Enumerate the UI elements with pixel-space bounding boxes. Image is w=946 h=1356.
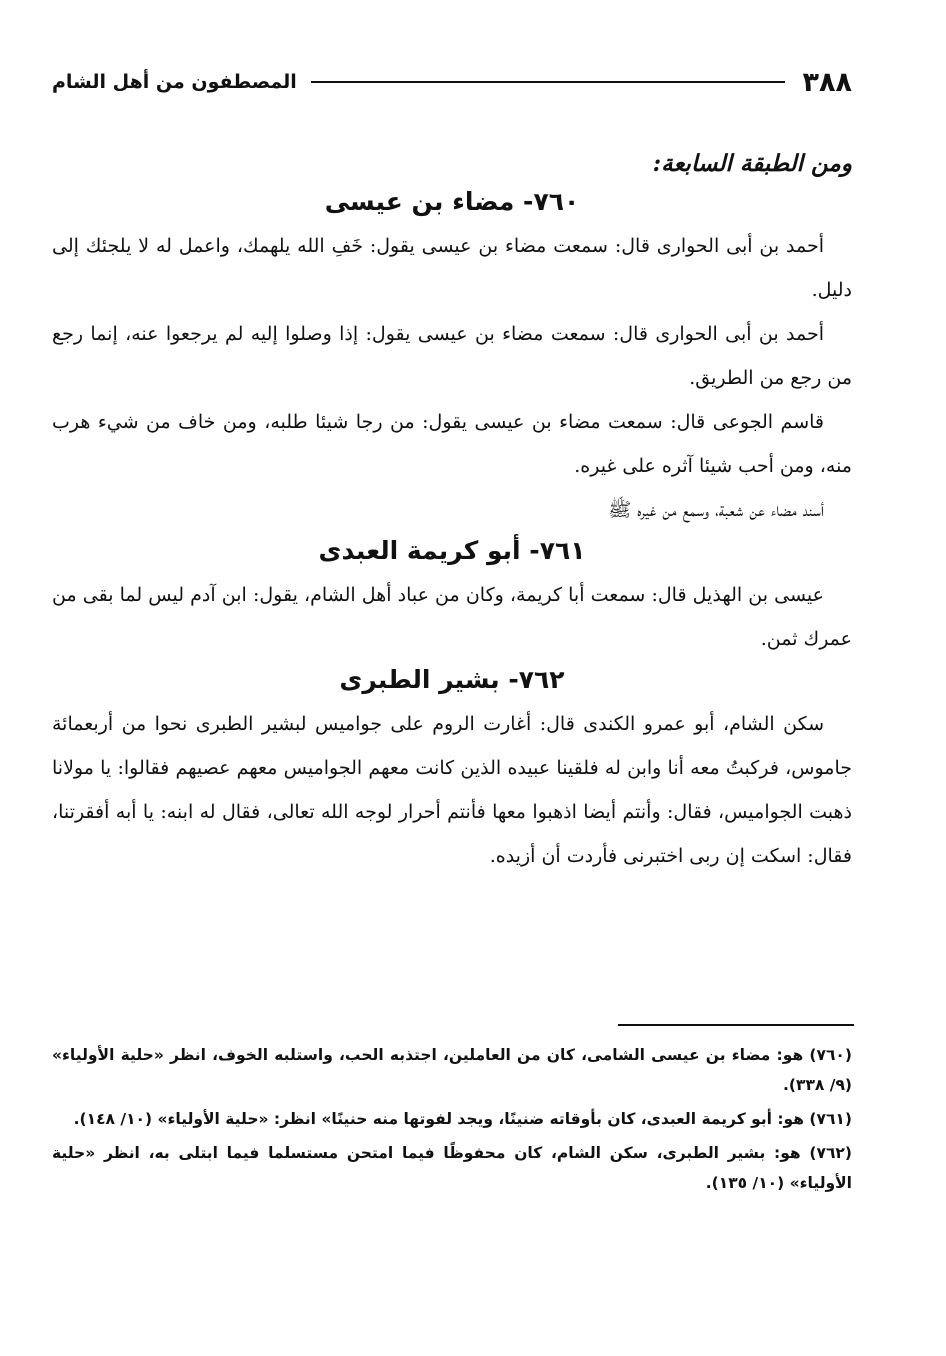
paragraph: أسند مضاء عن شعبة، وسمع من غيره ﷺ	[608, 499, 824, 521]
page-header	[52, 62, 852, 102]
footnote-separator	[618, 1024, 854, 1026]
header-rule	[311, 81, 785, 83]
main-text	[52, 150, 852, 878]
page-number: ٣٨٨	[802, 66, 852, 98]
running-title: المصطفون من أهل الشام	[52, 71, 297, 93]
section-intro: ومن الطبقة السابعة:	[652, 150, 852, 177]
entry-762	[52, 665, 852, 878]
paragraph: سكن الشام، أبو عمرو الكندى قال: أغارت الروم على جواميس لبشير الطبرى نحوا من أربعمائة جاموس، فركبتُ معه أنا وابن له فلقينا عبيده الذين كانت معهم الجواميس معهم عصيهم فقالوا: يا مولانا ذهبت الجواميس، فقال: وأنتم أيضا اذهبوا معها فأنتم أحرار لوجه الله تعالى، فقال له ابنه: يا أبه أفقرتنا، فقال: اسكت إن ربى اختبرنى فأردت أن أزيده.	[52, 713, 852, 867]
paragraph: قاسم الجوعى قال: سمعت مضاء بن عيسى يقول: من رجا شيئا طلبه، ومن خاف من شيء هرب منه، ومن أحب شيئا آثره على غيره.	[52, 411, 852, 477]
footnotes	[52, 1040, 852, 1202]
footnote: (٧٦٠) هو: مضاء بن عيسى الشامى، كان من العاملين، اجتذبه الحب، واستلبه الخوف، انظر «حلية الأولياء» (٩/ ٣٣٨).	[52, 1046, 852, 1094]
paragraph: أحمد بن أبى الحوارى قال: سمعت مضاء بن عيسى يقول: إذا وصلوا إليه لم يرجعوا عنه، إنما رجع من رجع من الطريق.	[52, 323, 852, 389]
paragraph: عيسى بن الهذيل قال: سمعت أبا كريمة، وكان من عباد أهل الشام، يقول: ابن آدم ليس لما بقى من عمرك ثمن.	[52, 584, 852, 650]
entry-heading: ٧٦٠- مضاء بن عيسى	[324, 187, 580, 216]
entry-761	[52, 536, 852, 661]
entry-heading: ٧٦١- أبو كريمة العبدى	[318, 536, 586, 565]
footnote: (٧٦٢) هو: بشير الطبرى، سكن الشام، كان محفوظًا فيما امتحن مستسلما فيما ابتلى به، انظر «حلية الأولياء» (١٠/ ١٣٥).	[52, 1144, 852, 1192]
entry-760	[52, 187, 852, 532]
footnote: (٧٦١) هو: أبو كريمة العبدى، كان بأوقاته ضنينًا، ويجد لفوتها منه حنينًا» انظر: «حلية الأولياء» (١٠/ ١٤٨).	[73, 1110, 852, 1128]
entry-heading: ٧٦٢- بشير الطبرى	[339, 665, 565, 694]
paragraph: أحمد بن أبى الحوارى قال: سمعت مضاء بن عيسى يقول: خَفِ الله يلهمك، واعمل له لا يلجئك إلى دليل.	[52, 235, 852, 301]
